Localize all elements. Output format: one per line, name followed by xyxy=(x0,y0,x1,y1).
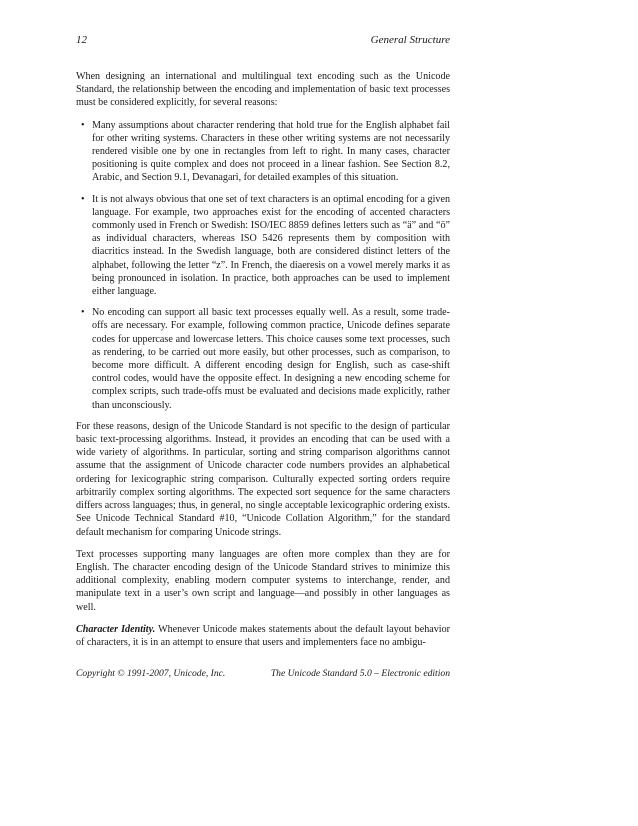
reasons-list xyxy=(76,119,450,412)
list-item xyxy=(81,193,450,299)
edition-label: The Unicode Standard 5.0 – Electronic edition xyxy=(270,668,450,679)
paragraph-text-processes: Text processes supporting many languages are often more complex than they are for English. The character encoding design of the Unicode Standard strives to minimize this additional complexity, enabling modern computer systems to interchange, render, and manipulate text in a user’s own script and language—and possibly in other languages as well. xyxy=(76,548,450,613)
section-title: General Structure xyxy=(370,34,450,46)
list-item-text: No encoding can support all basic text processes equally well. As a result, some trade-offs are necessary. For example, following common practice, Unicode defines separate codes for uppercase and lowercase letters. This choice causes some text processes, such as rendering, to be carried out more easily, but other processes, such as comparison, to become more difficult. A different encoding design for English, such as case-shift control codes, would have the opposite effect. In designing a new encoding scheme for complex scripts, such trade-offs must be evaluated and decisions made explicitly, rather than unconsciously. xyxy=(92,307,450,411)
list-item xyxy=(81,306,450,412)
paragraph-text: Whenever Unicode makes statements about the default layout behavior of characters, it is in an attempt to ensure that users and implementers face no ambigu- xyxy=(76,623,450,648)
bullet-icon: • xyxy=(81,307,85,319)
intro-paragraph: When designing an international and multilingual text encoding such as the Unicode Standard, the relationship between the encoding and implementation of basic text processes must be considered explicitly, for several reasons: xyxy=(76,71,450,109)
page-number: 12 xyxy=(76,34,87,46)
list-item xyxy=(81,119,450,185)
paragraph-character-identity xyxy=(76,623,450,649)
bullet-icon: • xyxy=(81,119,85,131)
run-in-heading: Character Identity. xyxy=(76,623,156,635)
bullet-icon: • xyxy=(81,193,85,205)
list-item-text: It is not always obvious that one set of text characters is an optimal encoding for a given language. For example, two approaches exist for the encoding of accented characters commonly used in French or Swedish: ISO/IEC 8859 defines letters such as “ä” and “ö” as individual characters, whereas ISO 5426 represents them by composition with diacritics instead. In the Swedish language, both are considered distinct letters of the alphabet, following the letter “z”. In French, the diaeresis on a vowel merely marks it as being pronounced in isolation. In practice, both approaches can be used to implement either language. xyxy=(92,193,450,298)
copyright-notice: Copyright © 1991-2007, Unicode, Inc. xyxy=(76,668,226,679)
paragraph-design-reasons: For these reasons, design of the Unicode Standard is not specific to the design of particular basic text-processing algorithms. Instead, it provides an encoding that can be used with a wide variety of algorithms. In particular, sorting and string comparison algorithms cannot assume that the assignment of Unicode character code numbers provides an alphabetical ordering for lexicographic string comparison. Culturally expected sorting orders require arbitrarily complex sorting algorithms. The expected sort sequence for the same characters differs across languages; thus, in general, no single acceptable lexicographic ordering exists. See Unicode Technical Standard #10, “Unicode Collation Algorithm,” for the standard default mechanism for comparing Unicode strings. xyxy=(76,420,450,538)
body-text xyxy=(76,70,450,658)
list-item-text: Many assumptions about character rendering that hold true for the English alphabet fail for other writing systems. Characters in these other writing systems are not necessarily rendered visible one by one in rectangles from left to right. In many cases, character positioning is quite complex and does not proceed in a linear fashion. See Section 8.2, Arabic, and Section 9.1, Devanagari, for detailed examples of this situation. xyxy=(92,119,450,184)
